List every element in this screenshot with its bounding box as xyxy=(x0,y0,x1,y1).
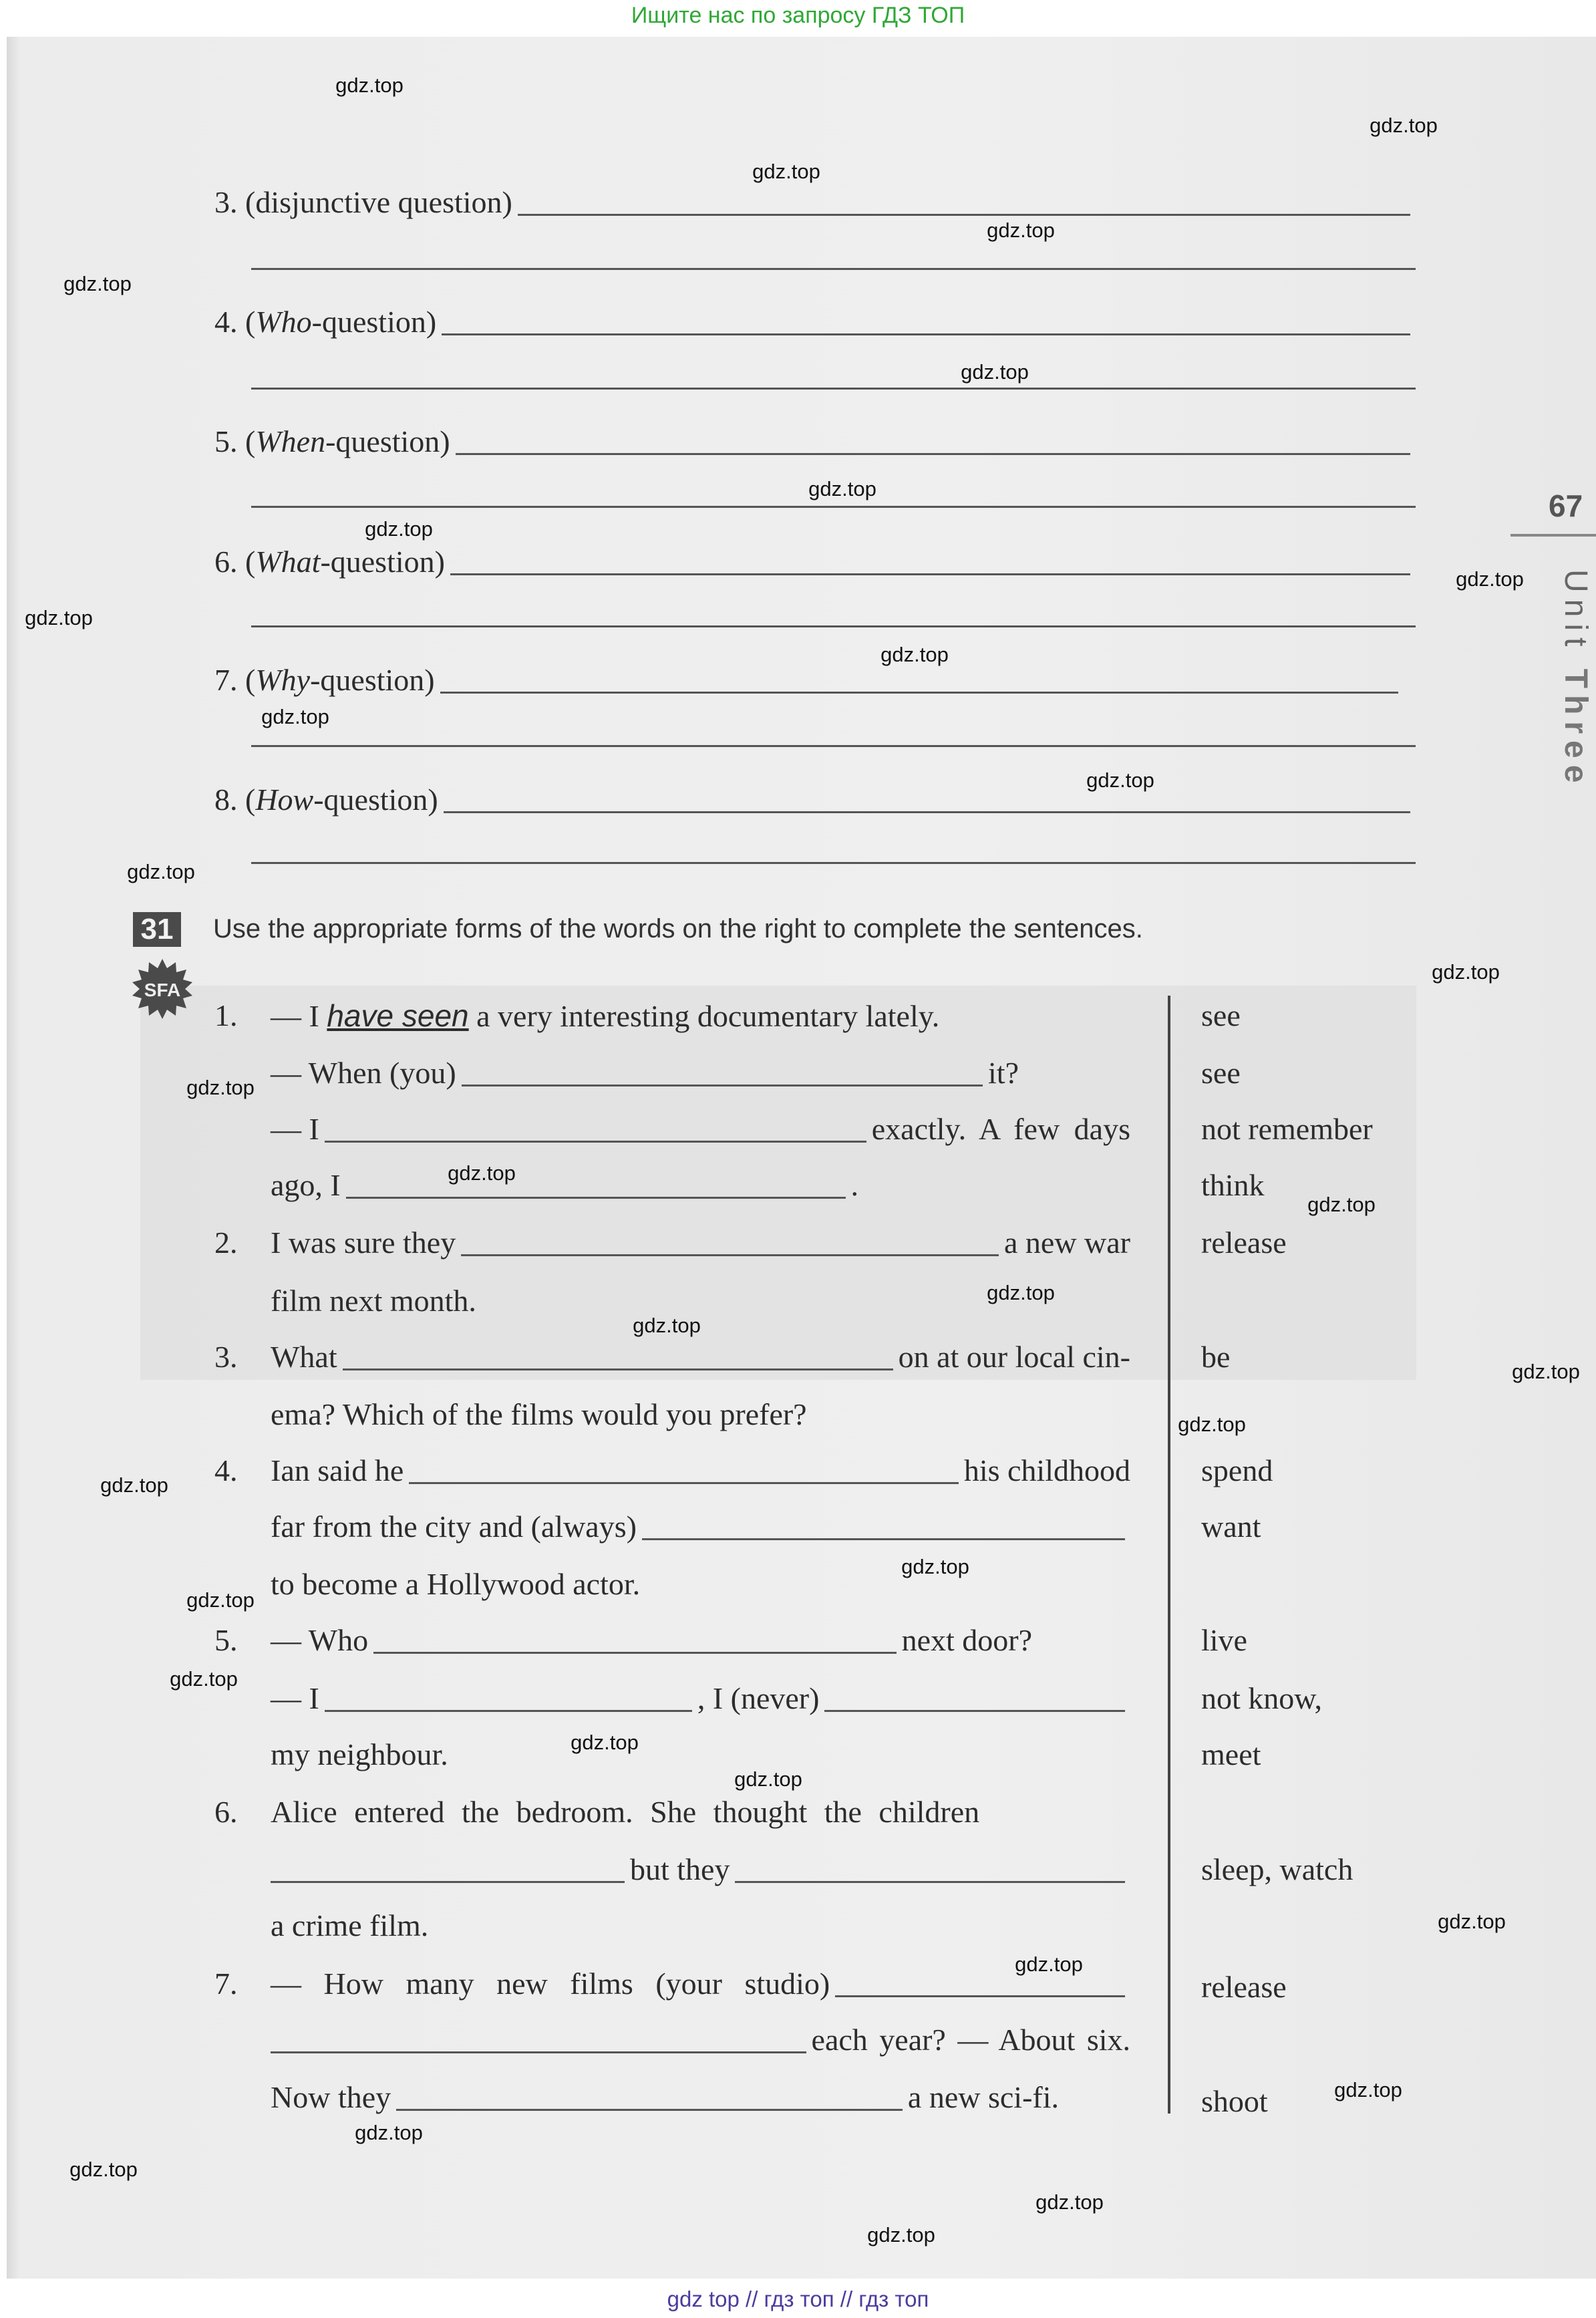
q-num: 8. xyxy=(214,782,238,817)
answer-line[interactable] xyxy=(251,745,1416,747)
unit-word: Unit xyxy=(1558,569,1593,654)
question-7 xyxy=(214,660,1404,700)
watermark: gdz.top xyxy=(63,272,132,295)
word-hint: live xyxy=(1201,1623,1247,1657)
answer-blank[interactable] xyxy=(462,1058,983,1086)
word-hint: want xyxy=(1201,1509,1261,1544)
text: — How many new films (your studio) xyxy=(271,1967,830,2001)
sentence-line xyxy=(271,1564,640,1604)
watermark: gdz.top xyxy=(1334,2078,1402,2102)
q-num: 5. xyxy=(214,424,238,458)
q-label: -question) xyxy=(320,545,445,579)
watermark: gdz.top xyxy=(100,1473,168,1497)
exercise-instruction: Use the appropriate forms of the words on the right to complete the sentences. xyxy=(213,914,1143,944)
q-num: 4. xyxy=(214,305,238,339)
question-4 xyxy=(214,302,1416,342)
watermark: gdz.top xyxy=(186,1076,255,1099)
watermark: gdz.top xyxy=(335,74,404,97)
answer-blank[interactable] xyxy=(642,1511,1125,1540)
item-number: 5. xyxy=(214,1623,238,1657)
watermark: gdz.top xyxy=(365,517,433,541)
word-hint: release xyxy=(1201,1970,1287,2004)
answer-blank[interactable] xyxy=(396,2082,903,2111)
answer-blank[interactable] xyxy=(735,1854,1125,1883)
watermark: gdz.top xyxy=(633,1314,701,1337)
q-label: ( xyxy=(245,545,256,579)
text: Alice entered the bedroom. She thought the children xyxy=(271,1795,980,1829)
word-hint: shoot xyxy=(1201,2084,1268,2118)
text: it? xyxy=(988,1056,1019,1090)
watermark: gdz.top xyxy=(881,643,949,666)
answer-blank[interactable] xyxy=(518,187,1410,216)
sentence-line xyxy=(271,1223,1130,1263)
question-8 xyxy=(214,780,1416,820)
answer-blank[interactable] xyxy=(271,1854,625,1883)
bottom-banner[interactable]: gdz top // гдз топ // гдз топ xyxy=(667,2287,929,2311)
watermark: gdz.top xyxy=(571,1731,639,1754)
sentence-line xyxy=(271,1109,1130,1149)
q-word: When xyxy=(255,424,326,458)
watermark: gdz.top xyxy=(1178,1413,1246,1436)
word-hint: release xyxy=(1201,1225,1287,1260)
item-number: 6. xyxy=(214,1795,238,1829)
item-number: 2. xyxy=(214,1225,238,1260)
text: Ian said he xyxy=(271,1453,404,1487)
answer-blank[interactable] xyxy=(373,1625,896,1654)
question-6 xyxy=(214,542,1416,582)
sentence-line xyxy=(271,1620,1032,1660)
answer-line[interactable] xyxy=(251,862,1416,864)
watermark: gdz.top xyxy=(69,2158,138,2181)
text: on at our local cin- xyxy=(898,1340,1130,1374)
page-number-rule xyxy=(1510,534,1596,537)
answer-blank[interactable] xyxy=(440,665,1398,694)
watermark: gdz.top xyxy=(1035,2190,1104,2214)
word-hint: sleep, watch xyxy=(1201,1852,1353,1886)
watermark: gdz.top xyxy=(867,2223,935,2247)
q-word: How xyxy=(255,782,314,817)
sentence-line xyxy=(271,2077,1059,2118)
unit-number: Three xyxy=(1558,668,1593,790)
answer-blank[interactable] xyxy=(824,1683,1125,1712)
watermark: gdz.top xyxy=(186,1588,255,1612)
watermark: gdz.top xyxy=(1438,1910,1506,1933)
q-word: Why xyxy=(255,663,311,697)
watermark: gdz.top xyxy=(1086,768,1154,792)
answer-blank[interactable] xyxy=(456,426,1410,455)
question-5 xyxy=(214,422,1416,462)
watermark: gdz.top xyxy=(1015,1952,1083,1976)
text: to become a Hollywood actor. xyxy=(271,1567,641,1601)
watermark: gdz.top xyxy=(1432,960,1500,984)
sentence-line xyxy=(271,1281,476,1321)
word-hint: see xyxy=(1201,1056,1241,1090)
answer-line[interactable] xyxy=(251,625,1416,627)
item-number: 1. xyxy=(214,998,238,1032)
item-number: 4. xyxy=(214,1453,238,1487)
answer-blank[interactable] xyxy=(450,547,1410,575)
top-banner[interactable]: Ищите нас по запросу ГДЗ ТОП xyxy=(631,3,965,28)
watermark: gdz.top xyxy=(261,705,329,728)
sentence-line xyxy=(265,2020,1130,2060)
text: a new war xyxy=(1003,1225,1130,1260)
q-label: ( xyxy=(245,782,256,817)
answer-line[interactable] xyxy=(251,268,1416,270)
text: — When (you) xyxy=(271,1056,456,1090)
watermark: gdz.top xyxy=(752,160,820,183)
word-hint: be xyxy=(1201,1340,1231,1374)
page-number: 67 xyxy=(1549,488,1583,523)
textbook-page xyxy=(7,37,1596,2279)
sentence-line xyxy=(271,1337,1130,1377)
watermark: gdz.top xyxy=(1307,1193,1376,1216)
sentence-line xyxy=(271,1679,1130,1719)
text: my neighbour. xyxy=(271,1737,448,1771)
text: ema? Which of the films would you prefer? xyxy=(271,1397,807,1431)
text: a new sci-fi. xyxy=(907,2080,1059,2114)
sfa-badge-text: SFA xyxy=(144,980,181,1000)
exercise-number: 31 xyxy=(133,912,181,947)
word-column-divider xyxy=(1168,996,1170,2114)
answer-blank[interactable] xyxy=(461,1227,999,1256)
text: far from the city and (always) xyxy=(271,1509,637,1544)
text: — Who xyxy=(271,1623,369,1657)
text: Now they xyxy=(271,2080,391,2114)
watermark: gdz.top xyxy=(987,219,1055,242)
text: — I xyxy=(271,1112,319,1146)
q-label: -question) xyxy=(325,424,450,458)
watermark: gdz.top xyxy=(25,606,93,629)
watermark: gdz.top xyxy=(987,1281,1055,1304)
q-label: (disjunctive question) xyxy=(245,185,512,219)
watermark: gdz.top xyxy=(1512,1360,1580,1383)
answer-blank[interactable] xyxy=(409,1455,959,1484)
answer-blank[interactable] xyxy=(271,2025,806,2053)
sentence-line xyxy=(271,996,939,1036)
text: his childhood xyxy=(963,1453,1130,1487)
word-hint: meet xyxy=(1201,1737,1261,1771)
q-label: -question) xyxy=(313,782,438,817)
answer-blank[interactable] xyxy=(325,1114,866,1143)
text: What xyxy=(271,1340,337,1374)
word-hint: think xyxy=(1201,1168,1265,1202)
item-number: 3. xyxy=(214,1340,238,1374)
watermark: gdz.top xyxy=(170,1667,238,1691)
q-label: -question) xyxy=(311,305,437,339)
q-label: ( xyxy=(245,424,256,458)
watermark: gdz.top xyxy=(734,1767,802,1791)
sentence-line xyxy=(271,1395,807,1435)
sfa-badge-icon xyxy=(132,959,192,1019)
q-word: What xyxy=(255,545,321,579)
item-number: 7. xyxy=(214,1967,238,2001)
watermark: gdz.top xyxy=(355,2121,423,2144)
q-word: Who xyxy=(255,305,312,339)
text: — I xyxy=(271,1681,319,1715)
text: next door? xyxy=(901,1623,1032,1657)
q-num: 6. xyxy=(214,545,238,579)
text: each year? — About six. xyxy=(811,2023,1130,2057)
watermark: gdz.top xyxy=(1456,567,1524,591)
text: exactly. A few days xyxy=(871,1112,1130,1146)
sentence-line xyxy=(271,1165,858,1205)
answer-blank[interactable] xyxy=(325,1683,692,1712)
unit-label xyxy=(1557,569,1594,789)
word-hint: see xyxy=(1201,998,1241,1032)
watermark: gdz.top xyxy=(127,860,195,883)
sentence-line xyxy=(271,1964,1130,2004)
text: I was sure they xyxy=(271,1225,456,1260)
answer-blank[interactable] xyxy=(444,784,1410,813)
text: — I xyxy=(271,999,327,1033)
q-label: ( xyxy=(245,305,256,339)
text: film next month. xyxy=(271,1284,476,1318)
sentence-line xyxy=(271,1053,1019,1093)
q-label: -question) xyxy=(310,663,435,697)
watermark: gdz.top xyxy=(901,1555,969,1578)
word-hint: not know, xyxy=(1201,1681,1323,1715)
sentence-line xyxy=(271,1906,428,1946)
watermark: gdz.top xyxy=(961,360,1029,384)
question-3 xyxy=(214,182,1416,223)
sentence-line xyxy=(271,1735,448,1775)
watermark: gdz.top xyxy=(448,1161,516,1185)
example-answer: have seen xyxy=(327,998,469,1033)
word-hint: not remember xyxy=(1201,1112,1373,1146)
text: but they xyxy=(630,1852,730,1886)
sentence-line xyxy=(265,1850,1130,1890)
answer-blank[interactable] xyxy=(442,307,1410,335)
watermark: gdz.top xyxy=(808,477,876,500)
q-label: ( xyxy=(245,663,256,697)
answer-blank[interactable] xyxy=(346,1170,846,1199)
answer-blank[interactable] xyxy=(343,1342,893,1370)
q-num: 3. xyxy=(214,185,238,219)
answer-line[interactable] xyxy=(251,506,1416,508)
answer-line[interactable] xyxy=(251,388,1416,390)
text: ago, I xyxy=(271,1168,341,1202)
sentence-line xyxy=(271,1507,1130,1547)
word-hint: spend xyxy=(1201,1453,1273,1487)
text: a very interesting documentary lately. xyxy=(468,999,940,1033)
text: a crime film. xyxy=(271,1908,429,1942)
q-num: 7. xyxy=(214,663,238,697)
text: . xyxy=(850,1168,858,1202)
sentence-line xyxy=(271,1792,1130,1832)
sentence-line xyxy=(271,1451,1130,1491)
text: , I (never) xyxy=(697,1681,820,1715)
watermark: gdz.top xyxy=(1370,114,1438,137)
